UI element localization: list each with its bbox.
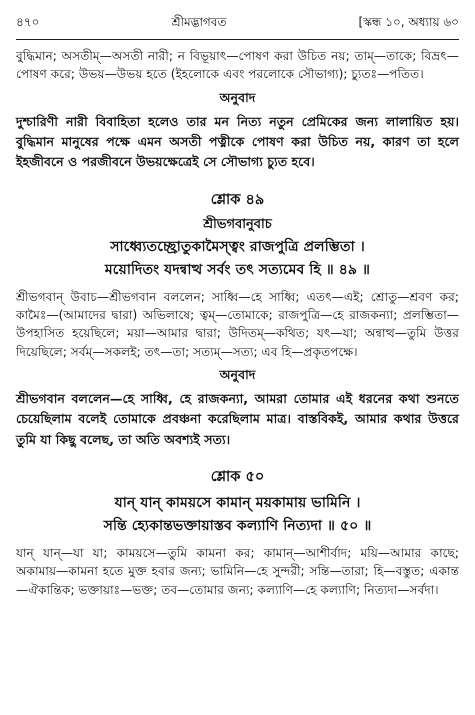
speaker-line: শ্রীভগবানুবাচ [203, 216, 272, 232]
page-number: ৪৭০ [16, 15, 40, 29]
book-title: শ্রীমদ্ভাগবত [171, 15, 227, 29]
translation-label: অনুবাদ [219, 89, 256, 105]
chapter-reference: [স্কন্ধ ১০, অধ্যায় ৬০ [358, 15, 459, 29]
translation-label: অনুবাদ [219, 366, 256, 382]
translation-paragraph: দুশ্চারিণী নারী বিবাহিতা হলেও তার মন নিত্য নতুন প্রেমিকের জন্য লালায়িত হয়। বুদ্ধিমান মানুষের পক্ষে এমন অসতী পত্নীকে পোষণ করা উচিত নয়, কারণ তা হলে ইহজীবনে ও পরজীবনে উভয়ক্ষেত্রেই সে সৌভাগ্য চ্যুত হবে। [16, 113, 459, 170]
verse-line: ময়োদিতং যদন্বাত্থ সর্বং তৎ সত্যমেব হি ॥ ৪৯ ॥ [104, 261, 371, 278]
page-header [16, 14, 459, 34]
verse-line: সন্তি হ্যেকান্তভক্তায়াস্তব কল্যাণি নিত্যদা ॥ ৫০ ॥ [103, 518, 372, 535]
word-meaning-paragraph: বুদ্ধিমান; অসতীম্—অসতী নারী; ন বিভূয়াৎ—পোষণ করা উচিত নয়; তাম্—তাকে; বিভ্রৎ—পোষণ করে; উভয়—উভয় হতে (ইহলোকে এবং পরলোকে সৌভাগ্য); চ্যুতঃ—পতিত। [16, 49, 459, 82]
header-rule [16, 39, 459, 40]
verse-line: সাধ্ব্যেতচ্ছ্রোতুকামৈস্ত্বং রাজপুত্রি প্রলম্ভিতা । [110, 238, 365, 255]
translation-paragraph: শ্রীভগবান বললেন—হে সাধ্বি, হে রাজকন্যা, আমরা তোমার এই ধরনের কথা শুনতে চেয়েছিলাম বলেই তোমাকে প্রবঞ্চনা করেছিলাম মাত্র। বাস্তবিকই, আমার কথার উত্তরে তুমি যা কিছু বলেছ, তা অতি অবশ্যই সত্য। [16, 390, 459, 447]
word-meaning-paragraph: শ্রীভগবান্ উবাচ—শ্রীভগবান বললেন; সাধ্বি—হে সাধ্বি; এতৎ—এই; শ্রোতু—শ্রবণ কর; কামৈঃ—(আমাদের দ্বারা) অভিলাষে; ত্বম্—তোমাকে; রাজপুত্রি—হে রাজকন্যা; প্রলম্ভিতা—উপহাসিত হয়েছিলে; ময়া—আমার দ্বারা; উদিতম্—কথিত; যৎ—যা; অন্বাত্থ—তুমি উত্তর দিয়েছিলে; সর্বম্—সকলই; তৎ—তা; সত্যম্—সত্য; এব হি—প্রকৃতপক্ষে। [16, 289, 459, 359]
verse-heading: শ্লোক ৪৯ [210, 191, 265, 208]
word-meaning-paragraph: যান্ যান্—যা যা; কাময়সে—তুমি কামনা কর; কামান্—আশীর্বাদ; ময়ি—আমার কাছে; অকামায়—কামনা হতে মুক্ত হবার জন্য; ভামিনি—হে সুন্দরী; সন্তি—তারা; হি—বস্তুত; একান্ত—ঐকান্তিক; ভক্তায়াঃ—ভক্ত; তব—তোমার জন্য; কল্যাণি—হে কল্যাণি; নিত্যদা—সর্বদা। [16, 546, 459, 597]
verse-heading: শ্লোক ৫০ [210, 469, 265, 486]
verse-line: যান্ যান্ কাময়সে কামান্ ময়কামায় ভামিনি । [114, 495, 361, 512]
